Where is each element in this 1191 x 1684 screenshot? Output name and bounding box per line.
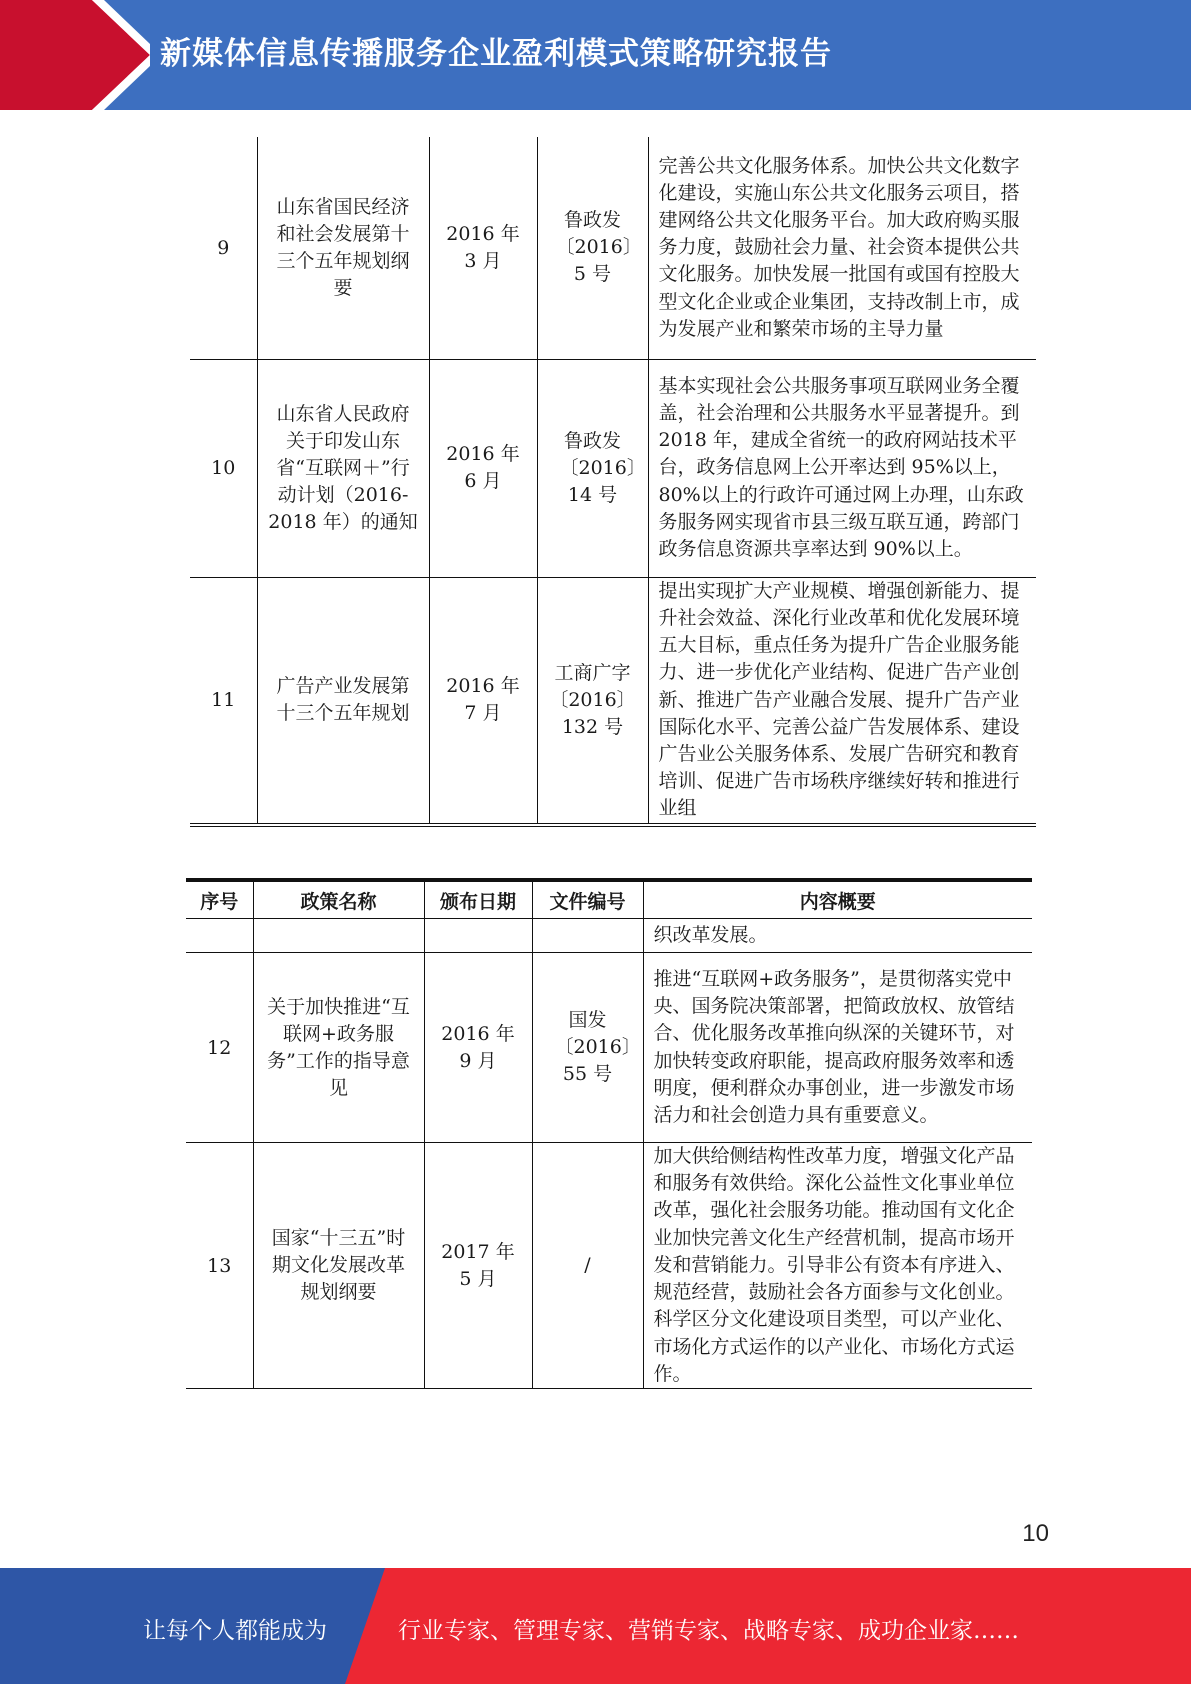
document-number: 国发〔2016〕55 号 bbox=[532, 953, 643, 1143]
policy-table bbox=[186, 878, 1032, 1389]
content-summary: 加大供给侧结构性改革力度，增强文化产品和服务有效供给。深化公益性文化事业单位改革，强化社会服务功能。推动国有文化企业加快完善文化生产经营机制，提高市场开发和营销能力。引导非公有资本有序进入、规范经营，鼓励社会各方面参与文化创业。科学区分文化建设项目类型，可以产业化、市场化方式运作的以产业化、市场化方式运作。 bbox=[643, 1143, 1032, 1389]
chevron-arrow-icon bbox=[0, 0, 150, 110]
footer-slogan-left: 让每个人都能成为 bbox=[143, 1618, 327, 1644]
policy-name: 国家“十三五”时期文化发展改革规划纲要 bbox=[253, 1143, 424, 1389]
row-index: 9 bbox=[190, 137, 257, 359]
table-row bbox=[190, 577, 1036, 825]
policy-name: 广告产业发展第十三个五年规划 bbox=[257, 577, 429, 825]
issue-date: 2016 年 9 月 bbox=[424, 953, 532, 1143]
issue-date bbox=[424, 919, 532, 953]
issue-date: 2017 年 5 月 bbox=[424, 1143, 532, 1389]
content-summary: 提出实现扩大产业规模、增强创新能力、提升社会效益、深化行业改革和优化发展环境五大目标，重点任务为提升广告企业服务能力、进一步优化产业结构、促进广告产业创新、推进广告产业融合发展、提升广告产业国际化水平、完善公益广告发展体系、建设广告业公关服务体系、发展广告研究和教育培训、促进广告市场秩序继续好转和推进行业组 bbox=[648, 577, 1036, 825]
header-banner bbox=[0, 0, 1191, 110]
issue-date: 2016 年 6 月 bbox=[429, 359, 537, 577]
document-number: / bbox=[532, 1143, 643, 1389]
issue-date: 2016 年 7 月 bbox=[429, 577, 537, 825]
row-index: 12 bbox=[186, 953, 253, 1143]
document-number: 工商广字〔2016〕132 号 bbox=[537, 577, 648, 825]
column-header-doc: 文件编号 bbox=[532, 880, 643, 919]
content-summary: 完善公共文化服务体系。加快公共文化数字化建设，实施山东公共文化服务云项目，搭建网络公共文化服务平台。加大政府购买服务力度，鼓励社会力量、社会资本提供公共文化服务。加快发展一批国有或国有控股大型文化企业或企业集团，支持改制上市，成为发展产业和繁荣市场的主导力量 bbox=[648, 137, 1036, 359]
table-row bbox=[186, 919, 1032, 953]
footer-banner bbox=[0, 1568, 1191, 1684]
column-header-date: 颁布日期 bbox=[424, 880, 532, 919]
row-index: 10 bbox=[190, 359, 257, 577]
row-index: 13 bbox=[186, 1143, 253, 1389]
column-header-index: 序号 bbox=[186, 880, 253, 919]
content-summary: 织改革发展。 bbox=[643, 919, 1032, 953]
policy-name: 关于加快推进“互联网+政务服务”工作的指导意见 bbox=[253, 953, 424, 1143]
policy-name: 山东省人民政府关于印发山东省“互联网＋”行动计划（2016-2018 年）的通知 bbox=[257, 359, 429, 577]
table-row bbox=[190, 359, 1036, 577]
column-header-summary: 内容概要 bbox=[643, 880, 1032, 919]
row-index: 11 bbox=[190, 577, 257, 825]
report-title: 新媒体信息传播服务企业盈利模式策略研究报告 bbox=[160, 36, 832, 72]
content-summary: 基本实现社会公共服务事项互联网业务全覆盖，社会治理和公共服务水平显著提升。到 2018 年，建成全省统一的政府网站技术平台，政务信息网上公开率达到 95%以上，80%以上的行政许可通过网上办理，山东政务服务网实现省市县三级互联互通，跨部门政务信息资源共享率达到 90%以上。 bbox=[648, 359, 1036, 577]
policy-name bbox=[253, 919, 424, 953]
footer-slogan-right: 行业专家、管理专家、营销专家、战略专家、成功企业家…… bbox=[398, 1618, 1019, 1644]
document-number bbox=[532, 919, 643, 953]
document-number: 鲁政发〔2016〕5 号 bbox=[537, 137, 648, 359]
issue-date: 2016 年 3 月 bbox=[429, 137, 537, 359]
row-index bbox=[186, 919, 253, 953]
policy-name: 山东省国民经济和社会发展第十三个五年规划纲要 bbox=[257, 137, 429, 359]
document-number: 鲁政发〔2016〕14 号 bbox=[537, 359, 648, 577]
policy-table-continued bbox=[190, 137, 1036, 827]
table-row bbox=[186, 953, 1032, 1143]
table-row bbox=[186, 1143, 1032, 1389]
content-summary: 推进“互联网+政务服务”，是贯彻落实党中央、国务院决策部署，把简政放权、放管结合、优化服务改革推向纵深的关键环节，对加快转变政府职能，提高政府服务效率和透明度，便利群众办事创业，进一步激发市场活力和社会创造力具有重要意义。 bbox=[643, 953, 1032, 1143]
table-header-row bbox=[186, 880, 1032, 919]
column-header-name: 政策名称 bbox=[253, 880, 424, 919]
page-number: 10 bbox=[1022, 1520, 1049, 1547]
table-row bbox=[190, 137, 1036, 359]
